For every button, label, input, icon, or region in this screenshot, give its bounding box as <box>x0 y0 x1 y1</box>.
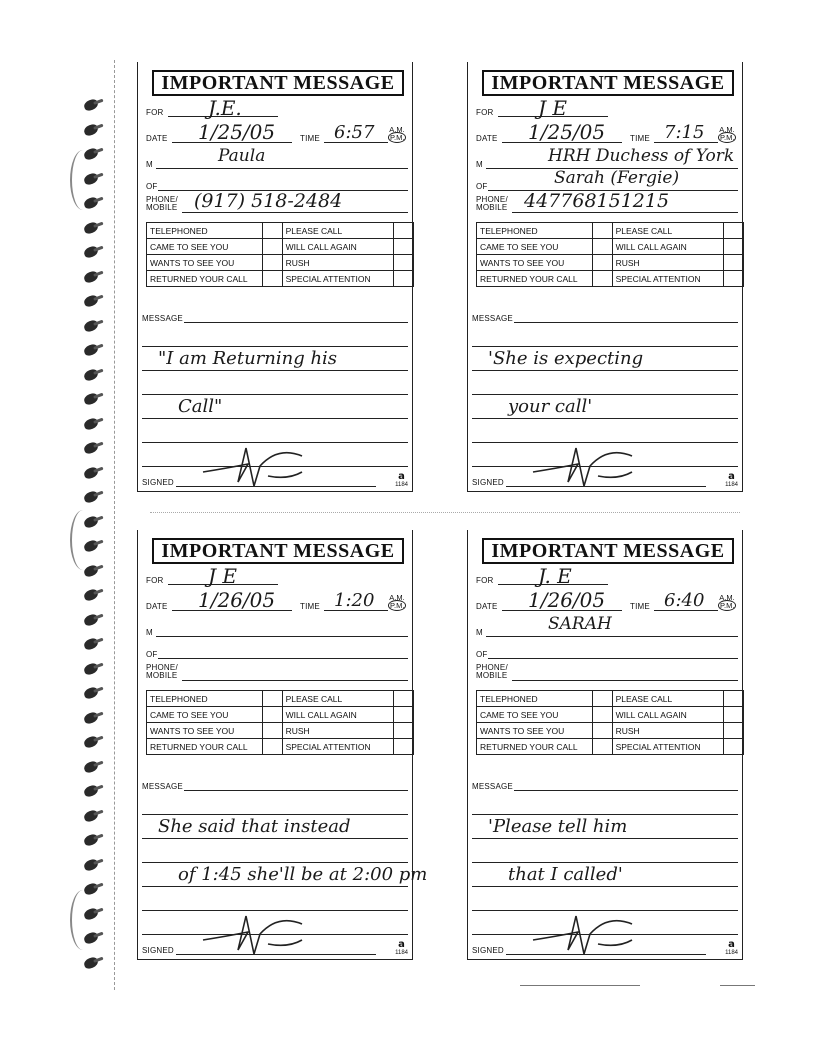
m-line <box>156 636 408 637</box>
signed-label: SIGNED <box>142 946 174 955</box>
signature-scribble <box>528 442 638 490</box>
telephoned-checkbox <box>262 223 282 239</box>
status-checkbox-grid <box>146 222 414 287</box>
will-call-again-label: WILL CALL AGAIN <box>612 707 724 723</box>
binding-ring <box>83 318 100 332</box>
date-label: DATE <box>476 602 498 611</box>
m-line <box>156 168 408 169</box>
status-checkbox-grid <box>476 690 744 755</box>
slip-bottom-edge <box>138 959 412 960</box>
wants-to-see-checkbox <box>592 723 612 739</box>
please-call-label: PLEASE CALL <box>282 691 394 707</box>
special-attention-checkbox <box>724 271 744 287</box>
for-value: J E <box>208 564 237 588</box>
binding-ring <box>83 833 100 847</box>
message-line <box>472 886 738 887</box>
for-value: J.E. <box>208 96 242 120</box>
returned-call-label: RETURNED YOUR CALL <box>147 739 263 755</box>
time-label: TIME <box>630 602 650 611</box>
binding-ring <box>83 857 100 871</box>
please-call-checkbox <box>394 223 414 239</box>
wants-to-see-checkbox <box>592 255 612 271</box>
scan-artifact-line <box>520 985 640 986</box>
for-value: J E <box>538 96 567 120</box>
binding-ring <box>83 269 100 283</box>
message-label: MESSAGE <box>142 782 183 791</box>
m-value: SARAH <box>548 614 612 634</box>
rush-label: RUSH <box>282 255 394 271</box>
for-value: J. E <box>538 564 572 588</box>
please-call-label: PLEASE CALL <box>612 691 724 707</box>
binding-ring <box>83 735 100 749</box>
date-label: DATE <box>476 134 498 143</box>
binding-ring <box>83 367 100 381</box>
am-label: A.M. <box>719 593 735 602</box>
status-checkbox-grid <box>146 690 414 755</box>
message-line <box>142 394 408 395</box>
message-text-line1: 'Please tell him <box>488 816 628 837</box>
please-call-label: PLEASE CALL <box>282 223 394 239</box>
message-slip-4 <box>467 530 743 960</box>
date-value: 1/26/05 <box>528 588 606 612</box>
message-line <box>184 322 408 323</box>
binding-ring <box>83 392 100 406</box>
telephoned-label: TELEPHONED <box>477 223 593 239</box>
form-number: 1184 <box>395 950 408 956</box>
phone-line <box>512 680 738 681</box>
time-value: 6:40 <box>664 590 705 611</box>
special-attention-label: SPECIAL ATTENTION <box>612 271 724 287</box>
will-call-again-label: WILL CALL AGAIN <box>282 707 394 723</box>
came-to-see-label: CAME TO SEE YOU <box>147 707 263 723</box>
message-line <box>142 370 408 371</box>
wants-to-see-label: WANTS TO SEE YOU <box>147 723 263 739</box>
logo-glyph: a <box>728 471 735 482</box>
signed-label: SIGNED <box>142 478 174 487</box>
of-label: OF <box>146 182 158 191</box>
signature-scribble <box>198 442 308 490</box>
phone-line <box>512 212 738 213</box>
signed-label: SIGNED <box>472 478 504 487</box>
telephoned-checkbox <box>592 691 612 707</box>
binding-ring <box>83 122 100 136</box>
returned-call-checkbox <box>262 739 282 755</box>
m-line <box>486 636 738 637</box>
rush-checkbox <box>394 723 414 739</box>
message-label: MESSAGE <box>472 782 513 791</box>
binding-ring <box>83 220 100 234</box>
special-attention-checkbox <box>394 739 414 755</box>
came-to-see-label: CAME TO SEE YOU <box>147 239 263 255</box>
message-line <box>472 418 738 419</box>
for-label: FOR <box>476 108 494 117</box>
binding-ring <box>83 955 100 969</box>
message-text-line2: your call' <box>508 396 593 417</box>
form-logo <box>395 939 408 956</box>
binding-ring <box>83 612 100 626</box>
logo-glyph: a <box>398 939 405 950</box>
phone-label-line1: PHONE/ <box>476 195 508 204</box>
binding-ring <box>83 441 100 455</box>
rush-checkbox <box>724 255 744 271</box>
came-to-see-checkbox <box>262 239 282 255</box>
special-attention-label: SPECIAL ATTENTION <box>612 739 724 755</box>
will-call-again-checkbox <box>724 239 744 255</box>
message-line <box>514 322 738 323</box>
phone-label-line1: PHONE/ <box>476 663 508 672</box>
special-attention-label: SPECIAL ATTENTION <box>282 739 394 755</box>
binding-ring <box>83 98 100 112</box>
signature-scribble <box>198 910 308 958</box>
phone-label-line1: PHONE/ <box>146 195 178 204</box>
returned-call-label: RETURNED YOUR CALL <box>477 739 593 755</box>
telephoned-checkbox <box>262 691 282 707</box>
binding-ring <box>83 294 100 308</box>
pm-label-circled: P.M. <box>390 601 405 610</box>
binding-ring <box>83 343 100 357</box>
returned-call-checkbox <box>262 271 282 287</box>
please-call-label: PLEASE CALL <box>612 223 724 239</box>
binding-ring <box>83 759 100 773</box>
of-label: OF <box>146 650 158 659</box>
will-call-again-checkbox <box>724 707 744 723</box>
came-to-see-checkbox <box>592 707 612 723</box>
slip-bottom-edge <box>138 491 412 492</box>
phone-label-line1: PHONE/ <box>146 663 178 672</box>
message-line <box>472 346 738 347</box>
of-label: OF <box>476 182 488 191</box>
message-slip-2 <box>467 62 743 492</box>
date-label: DATE <box>146 602 168 611</box>
binding-ring <box>83 661 100 675</box>
phone-label <box>476 664 508 680</box>
phone-line <box>182 680 408 681</box>
time-label: TIME <box>300 134 320 143</box>
message-line <box>472 370 738 371</box>
pm-label-circled: P.M. <box>390 133 405 142</box>
message-line <box>142 346 408 347</box>
phone-value: (917) 518-2484 <box>194 190 343 212</box>
date-value: 1/25/05 <box>198 120 276 144</box>
status-checkbox-grid <box>476 222 744 287</box>
slip-bottom-edge <box>468 959 742 960</box>
message-line <box>142 418 408 419</box>
rush-label: RUSH <box>612 723 724 739</box>
m-value: HRH Duchess of York <box>548 146 735 166</box>
form-number: 1184 <box>725 950 738 956</box>
of-line <box>158 658 408 659</box>
am-pm-indicator <box>718 126 736 142</box>
phone-value: 447768151215 <box>524 190 670 212</box>
message-line <box>142 838 408 839</box>
message-line <box>142 862 408 863</box>
binding-ring <box>83 784 100 798</box>
rush-label: RUSH <box>282 723 394 739</box>
of-line <box>488 658 738 659</box>
slip-title: IMPORTANT MESSAGE <box>482 70 734 96</box>
will-call-again-label: WILL CALL AGAIN <box>612 239 724 255</box>
returned-call-label: RETURNED YOUR CALL <box>147 271 263 287</box>
message-text-line1: "I am Returning his <box>158 348 338 369</box>
phone-label-line2: MOBILE <box>476 203 508 212</box>
wants-to-see-checkbox <box>262 723 282 739</box>
wants-to-see-label: WANTS TO SEE YOU <box>147 255 263 271</box>
time-label: TIME <box>300 602 320 611</box>
wants-to-see-checkbox <box>262 255 282 271</box>
phone-label <box>146 196 178 212</box>
message-label: MESSAGE <box>142 314 183 323</box>
form-logo <box>725 939 738 956</box>
date-label: DATE <box>146 134 168 143</box>
please-call-checkbox <box>724 223 744 239</box>
m-label: M <box>476 628 483 637</box>
date-value: 1/26/05 <box>198 588 276 612</box>
phone-line <box>182 212 408 213</box>
time-value: 7:15 <box>664 122 705 143</box>
signed-label: SIGNED <box>472 946 504 955</box>
am-label: A.M. <box>389 125 405 134</box>
form-number: 1184 <box>395 482 408 488</box>
binding-ring <box>83 808 100 822</box>
telephoned-label: TELEPHONED <box>477 691 593 707</box>
message-label: MESSAGE <box>472 314 513 323</box>
time-value: 6:57 <box>334 122 375 143</box>
special-attention-checkbox <box>394 271 414 287</box>
telephoned-label: TELEPHONED <box>147 691 263 707</box>
came-to-see-checkbox <box>592 239 612 255</box>
m-label: M <box>146 160 153 169</box>
pm-label-circled: P.M. <box>720 133 735 142</box>
rush-label: RUSH <box>612 255 724 271</box>
please-call-checkbox <box>394 691 414 707</box>
message-text-line2: that I called' <box>508 864 623 885</box>
phone-label <box>476 196 508 212</box>
will-call-again-checkbox <box>394 707 414 723</box>
wants-to-see-label: WANTS TO SEE YOU <box>477 255 593 271</box>
message-line <box>142 886 408 887</box>
phone-label <box>146 664 178 680</box>
special-attention-checkbox <box>724 739 744 755</box>
wants-to-see-label: WANTS TO SEE YOU <box>477 723 593 739</box>
date-value: 1/25/05 <box>528 120 606 144</box>
am-pm-indicator <box>718 594 736 610</box>
telephoned-checkbox <box>592 223 612 239</box>
am-label: A.M. <box>719 125 735 134</box>
returned-call-checkbox <box>592 271 612 287</box>
will-call-again-label: WILL CALL AGAIN <box>282 239 394 255</box>
for-label: FOR <box>146 108 164 117</box>
time-label: TIME <box>630 134 650 143</box>
came-to-see-label: CAME TO SEE YOU <box>477 707 593 723</box>
binding-ring <box>83 416 100 430</box>
of-label: OF <box>476 650 488 659</box>
message-line <box>184 790 408 791</box>
message-text-line2: of 1:45 she'll be at 2:00 pm <box>178 864 428 885</box>
message-text-line1: She said that instead <box>158 816 351 837</box>
pm-label-circled: P.M. <box>720 601 735 610</box>
please-call-checkbox <box>724 691 744 707</box>
message-line <box>472 814 738 815</box>
binding-ring <box>83 490 100 504</box>
special-attention-label: SPECIAL ATTENTION <box>282 271 394 287</box>
scan-artifact-line <box>720 985 755 986</box>
form-logo <box>725 471 738 488</box>
message-line <box>472 838 738 839</box>
message-line <box>514 790 738 791</box>
phone-label-line2: MOBILE <box>476 671 508 680</box>
slip-title: IMPORTANT MESSAGE <box>152 538 404 564</box>
telephoned-label: TELEPHONED <box>147 223 263 239</box>
binding-ring <box>83 686 100 700</box>
scan-artifact-line <box>150 512 740 513</box>
message-line <box>142 814 408 815</box>
returned-call-label: RETURNED YOUR CALL <box>477 271 593 287</box>
spiral-binding <box>70 60 130 990</box>
binding-perforation <box>114 60 117 990</box>
binding-ring <box>83 465 100 479</box>
binding-ring <box>83 710 100 724</box>
slip-title: IMPORTANT MESSAGE <box>152 70 404 96</box>
am-pm-indicator <box>388 594 406 610</box>
am-label: A.M. <box>389 593 405 602</box>
binding-ring <box>83 588 100 602</box>
phone-label-line2: MOBILE <box>146 203 178 212</box>
form-logo <box>395 471 408 488</box>
logo-glyph: a <box>398 471 405 482</box>
logo-glyph: a <box>728 939 735 950</box>
message-text-line2: Call" <box>178 396 223 417</box>
am-pm-indicator <box>388 126 406 142</box>
slip-bottom-edge <box>468 491 742 492</box>
m-label: M <box>146 628 153 637</box>
for-label: FOR <box>476 576 494 585</box>
came-to-see-label: CAME TO SEE YOU <box>477 239 593 255</box>
phone-label-line2: MOBILE <box>146 671 178 680</box>
of-value: Sarah (Fergie) <box>554 168 680 188</box>
signature-scribble <box>528 910 638 958</box>
m-label: M <box>476 160 483 169</box>
message-slip-3 <box>137 530 428 960</box>
binding-ring <box>83 882 100 896</box>
message-slip-1 <box>137 62 413 492</box>
message-text-line1: 'She is expecting <box>488 348 644 369</box>
binding-ring <box>83 637 100 651</box>
came-to-see-checkbox <box>262 707 282 723</box>
m-value: Paula <box>218 146 266 166</box>
slip-title: IMPORTANT MESSAGE <box>482 538 734 564</box>
rush-checkbox <box>724 723 744 739</box>
message-line <box>472 862 738 863</box>
message-line <box>472 394 738 395</box>
form-number: 1184 <box>725 482 738 488</box>
will-call-again-checkbox <box>394 239 414 255</box>
binding-ring <box>83 245 100 259</box>
for-label: FOR <box>146 576 164 585</box>
time-value: 1:20 <box>334 590 375 611</box>
rush-checkbox <box>394 255 414 271</box>
returned-call-checkbox <box>592 739 612 755</box>
